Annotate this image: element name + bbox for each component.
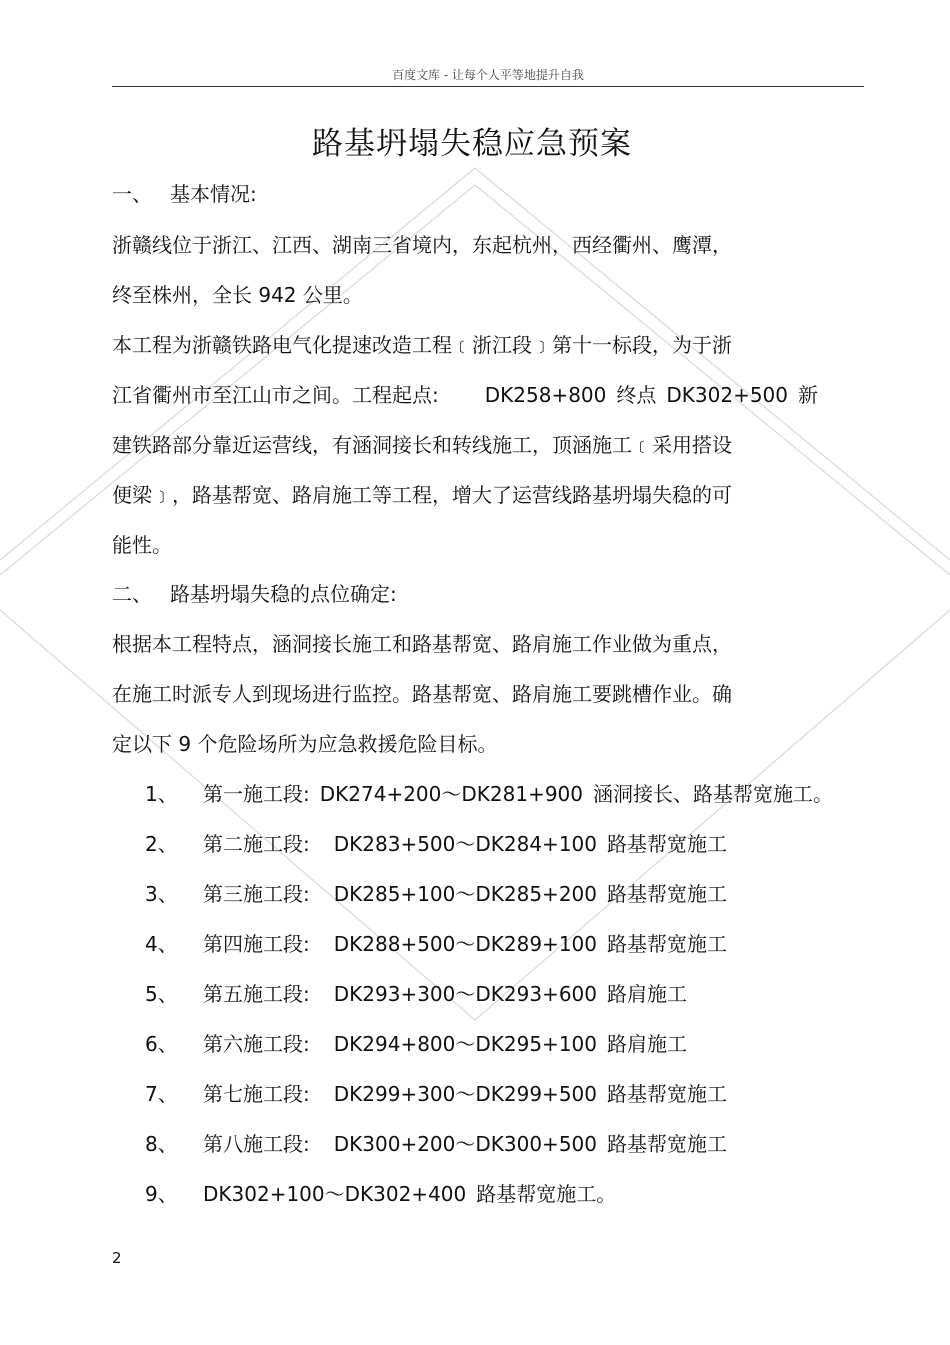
item-label: 第五施工段:	[203, 982, 310, 1006]
item-range: DK285+100～DK285+200	[333, 882, 597, 906]
item-desc: 路基帮宽施工	[607, 932, 727, 956]
item-desc: 路基帮宽施工	[607, 882, 727, 906]
paragraph-line: 本工程为浙赣铁路电气化提速改造工程﹝浙江段﹞第十一标段，为于浙	[112, 333, 732, 357]
paragraph-line: 定以下 9 个危险场所为应急救援危险目标。	[112, 732, 498, 756]
item-desc: 涵洞接长、路基帮宽施工。	[593, 782, 833, 806]
paragraph-line: 终至株州，全长 942 公里。	[112, 283, 363, 307]
section-2-title: 路基坍塌失稳的点位确定:	[170, 582, 397, 606]
page-number: 2	[112, 1249, 122, 1267]
section-1-number: 一、	[112, 182, 152, 206]
item-range: DK302+100～DK302+400	[203, 1182, 467, 1206]
item-range: DK274+200～DK281+900	[319, 782, 583, 806]
item-number: 9、	[145, 1182, 178, 1206]
item-number: 7、	[145, 1082, 178, 1106]
item-number: 5、	[145, 982, 178, 1006]
item-range: DK293+300～DK293+600	[333, 982, 597, 1006]
item-range: DK294+800～DK295+100	[333, 1032, 597, 1056]
section-1-title: 基本情况:	[170, 182, 257, 206]
paragraph-line: 浙赣线位于浙江、江西、湖南三省境内，东起杭州，西经衢州、鹰潭，	[112, 233, 732, 257]
project-end-label: 终点	[616, 383, 657, 407]
item-desc: 路基帮宽施工	[607, 1082, 727, 1106]
project-end-mileage: DK302+500	[666, 383, 788, 407]
paragraph-line-project-range	[112, 379, 818, 408]
hazard-list-item	[145, 928, 727, 957]
hazard-list-item	[145, 828, 727, 857]
item-number: 8、	[145, 1132, 178, 1156]
item-desc: 路肩施工	[607, 1032, 687, 1056]
paragraph-tail: 新	[798, 383, 818, 407]
item-desc: 路基帮宽施工	[607, 832, 727, 856]
item-range: DK288+500～DK289+100	[333, 932, 597, 956]
paragraph-line: 便梁﹞，路基帮宽、路肩施工等工程，增大了运营线路基坍塌失稳的可	[112, 483, 732, 507]
section-2-heading	[112, 578, 397, 607]
item-number: 6、	[145, 1032, 178, 1056]
item-desc: 路肩施工	[607, 982, 687, 1006]
document-title: 路基坍塌失稳应急预案	[312, 126, 632, 162]
item-label: 第四施工段:	[203, 932, 310, 956]
item-label: 第七施工段:	[203, 1082, 310, 1106]
page-header: 百度文库 - 让每个人平等地提升自我	[392, 68, 584, 82]
hazard-list-item	[145, 1028, 687, 1057]
hazard-list-item	[145, 978, 687, 1007]
item-range: DK299+300～DK299+500	[333, 1082, 597, 1106]
item-label: 第一施工段:	[203, 782, 310, 806]
item-range: DK283+500～DK284+100	[333, 832, 597, 856]
project-start-mileage: DK258+800	[484, 383, 607, 407]
hazard-list-item	[145, 1078, 727, 1107]
item-label: 第六施工段:	[203, 1032, 310, 1056]
hazard-list-item	[145, 1128, 727, 1157]
hazard-list-item	[145, 878, 727, 907]
hazard-list-item	[145, 778, 833, 807]
item-number: 3、	[145, 882, 178, 906]
item-number: 1、	[145, 782, 178, 806]
section-2-number: 二、	[112, 582, 152, 606]
item-desc: 路基帮宽施工	[607, 1132, 727, 1156]
item-label: 第八施工段:	[203, 1132, 310, 1156]
item-desc: 路基帮宽施工。	[476, 1182, 617, 1206]
paragraph-line: 建铁路部分靠近运营线，有涵洞接长和转线施工，顶涵施工﹝采用搭设	[112, 433, 732, 457]
item-number: 4、	[145, 932, 178, 956]
header-rule	[112, 86, 864, 87]
paragraph-line: 能性。	[112, 533, 172, 557]
item-number: 2、	[145, 832, 178, 856]
item-range: DK300+200～DK300+500	[333, 1132, 597, 1156]
hazard-list-item	[145, 1178, 616, 1207]
section-1-heading	[112, 178, 257, 207]
project-range-intro: 江省衢州市至江山市之间。工程起点:	[112, 383, 439, 407]
item-label: 第二施工段:	[203, 832, 310, 856]
item-label: 第三施工段:	[203, 882, 310, 906]
paragraph-line: 根据本工程特点，涵洞接长施工和路基帮宽、路肩施工作业做为重点，	[112, 632, 732, 656]
paragraph-line: 在施工时派专人到现场进行监控。路基帮宽、路肩施工要跳槽作业。确	[112, 682, 732, 706]
